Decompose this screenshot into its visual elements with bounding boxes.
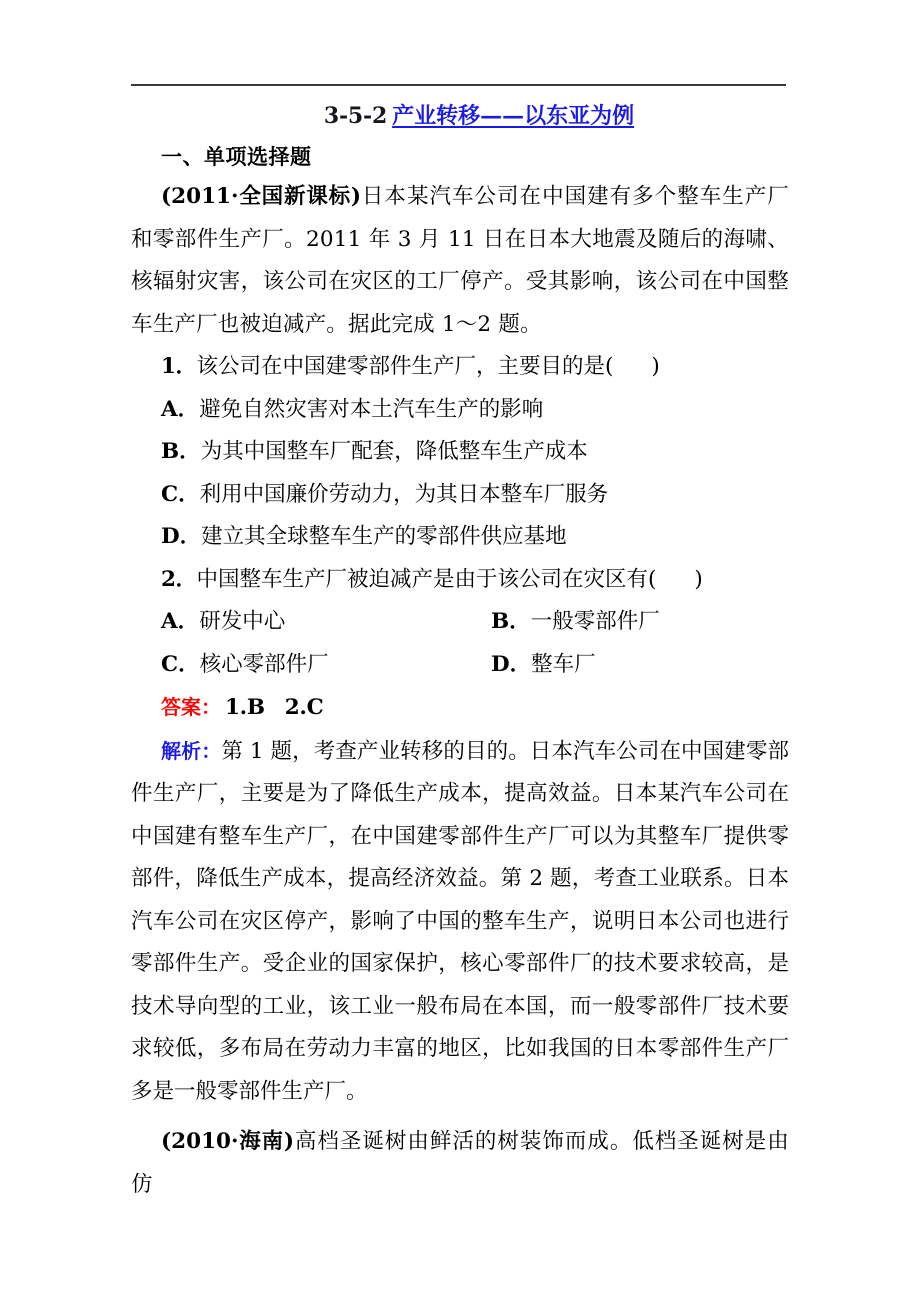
question-2 bbox=[161, 559, 789, 602]
option-text: 避免自然灾害对本土汽车生产的影响 bbox=[199, 396, 544, 422]
question-2-option-row-2 bbox=[161, 644, 789, 687]
option-label: D． bbox=[491, 651, 532, 677]
answer-tag: 答案： bbox=[161, 695, 221, 719]
question-1-option-d[interactable] bbox=[161, 516, 789, 559]
question-1-option-a[interactable] bbox=[161, 389, 789, 432]
option-label: C． bbox=[161, 481, 200, 507]
option-label: B． bbox=[491, 609, 531, 634]
question-2-option-d[interactable] bbox=[491, 644, 596, 687]
question-1-number: 1． bbox=[161, 354, 197, 379]
option-text: 整车厂 bbox=[531, 651, 596, 677]
page-title bbox=[131, 100, 789, 132]
option-text: 利用中国廉价劳动力，为其日本整车厂服务 bbox=[199, 481, 609, 507]
option-label: D． bbox=[161, 524, 202, 549]
question-2-stem-close: ) bbox=[694, 566, 703, 592]
section-heading: 一、单项选择题 bbox=[161, 145, 312, 169]
option-label: B． bbox=[161, 439, 201, 464]
title-link[interactable]: 产业转移——以东亚为例 bbox=[392, 103, 635, 129]
option-text: 核心零部件厂 bbox=[199, 651, 329, 677]
answer-line bbox=[161, 686, 789, 730]
question-2-number: 2． bbox=[161, 566, 197, 592]
question-1 bbox=[161, 346, 789, 389]
passage-2-source: (2010·海南) bbox=[161, 1129, 295, 1154]
passage-2-text: 高档圣诞树由鲜活的树装饰而成。低档圣诞树是由仿 bbox=[131, 1129, 789, 1197]
option-label: A． bbox=[161, 396, 200, 422]
option-label: C． bbox=[161, 651, 200, 677]
header-rule bbox=[131, 84, 786, 86]
answer-value-2: 2.C bbox=[284, 695, 324, 720]
passage-1 bbox=[131, 176, 789, 346]
title-number: 3-5-2 bbox=[323, 103, 388, 129]
answer-value-1: 1.B bbox=[225, 695, 265, 720]
passage-2 bbox=[131, 1121, 789, 1206]
analysis-text: 第 1 题，考查产业转移的目的。日本汽车公司在中国建零部件生产厂，主要是为了降低生产成本，提高效益。日本某汽车公司在中国建有整车生产厂，在中国建零部件生产厂可以为其整车厂提供零部件，降低生产成本，提高经济效益。第 2 题，考查工业联系。日本汽车公司在灾区停产，影响了中国的整车生产，说明日本公司也进行零部件生产。受企业的国家保护，核心零部件厂的技术要求较高，是技术导向型的工业，该工业一般布局在本国，而一般零部件厂技术要求较低，多布局在劳动力丰富的地区，比如我国的日本零部件生产厂多是一般零部件生产厂。 bbox=[131, 738, 789, 1104]
analysis-tag: 解析： bbox=[161, 738, 222, 763]
question-2-option-row-1 bbox=[161, 601, 789, 644]
option-text: 建立其全球整车生产的零部件供应基地 bbox=[201, 524, 567, 549]
option-label: A． bbox=[161, 609, 200, 634]
passage-1-source: (2011·全国新课标) bbox=[161, 184, 362, 209]
page-content bbox=[131, 100, 789, 1206]
option-text: 一般零部件厂 bbox=[530, 609, 660, 634]
question-2-option-a[interactable] bbox=[161, 601, 491, 644]
passage-1-text: 日本某汽车公司在中国建有多个整车生产厂和零部件生产厂。2011 年 3 月 11 日在日本大地震及随后的海啸、核辐射灾害，该公司在灾区的工厂停产。受其影响，该公司在中国整车生产厂也被迫减产。据此完成 1～2 题。 bbox=[131, 184, 789, 337]
question-1-option-c[interactable] bbox=[161, 474, 789, 517]
question-1-option-b[interactable] bbox=[161, 431, 789, 474]
question-1-stem-close: ) bbox=[651, 354, 660, 379]
question-2-option-c[interactable] bbox=[161, 644, 491, 687]
question-1-stem: 该公司在中国建零部件生产厂，主要目的是( bbox=[196, 354, 614, 379]
option-text: 研发中心 bbox=[199, 609, 286, 634]
question-2-stem: 中国整车生产厂被迫减产是由于该公司在灾区有( bbox=[196, 566, 657, 592]
question-2-option-b[interactable] bbox=[491, 601, 660, 644]
analysis-paragraph bbox=[131, 730, 789, 1114]
option-text: 为其中国整车厂配套，降低整车生产成本 bbox=[200, 439, 588, 464]
